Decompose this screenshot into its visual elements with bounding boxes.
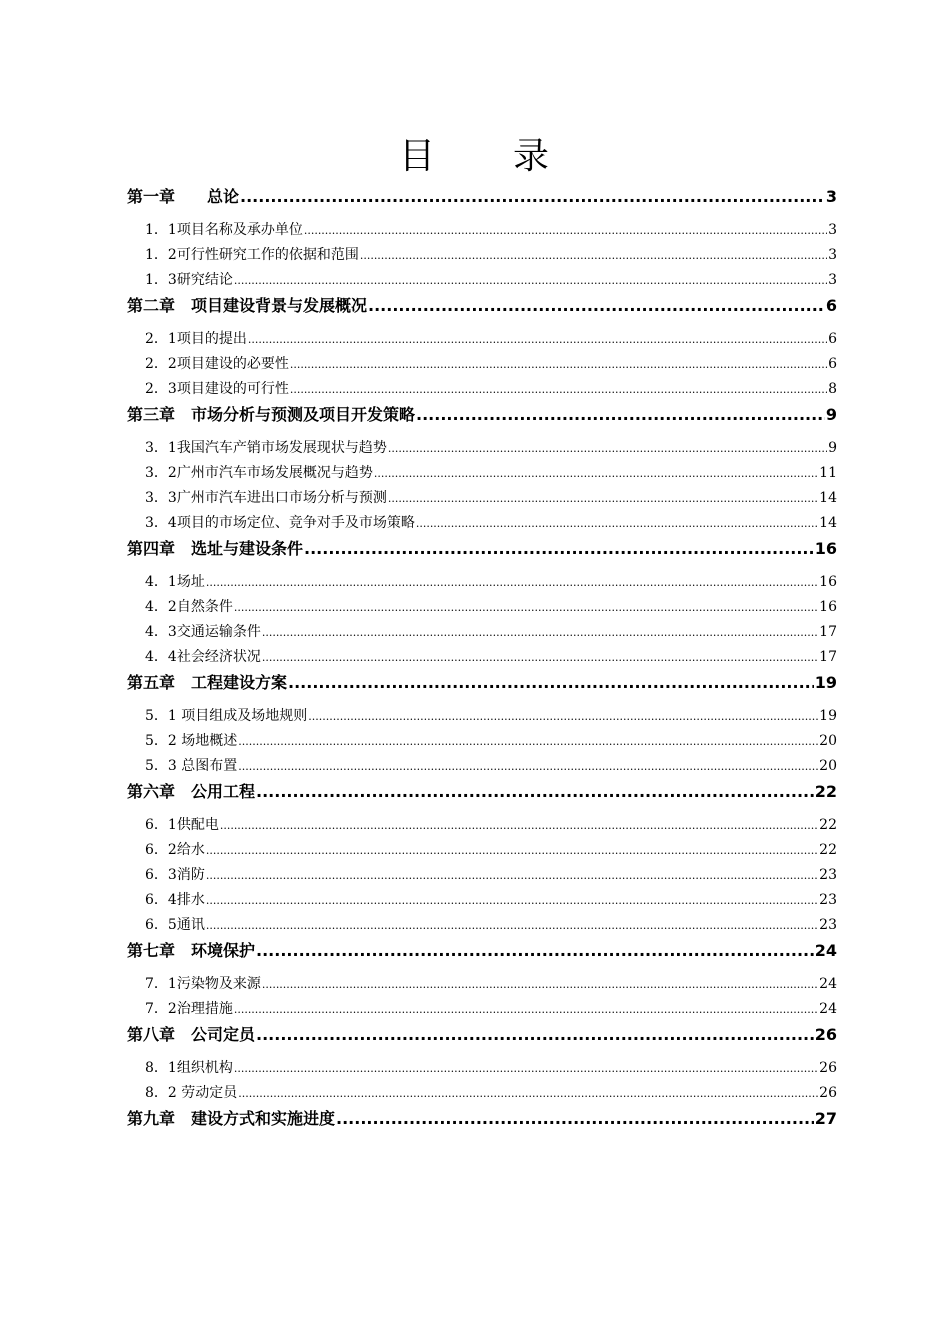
dot-leader — [234, 998, 818, 1022]
toc-section-entry[interactable] — [127, 888, 837, 913]
dot-leader — [336, 1106, 814, 1132]
section-title: 3．2广州市汽车市场发展概况与趋势 — [145, 465, 373, 481]
section-title: 5．2 场地概述 — [145, 733, 238, 749]
section-page-number: 23 — [819, 892, 837, 908]
chapter-page-number: 24 — [814, 941, 837, 960]
section-title: 6．5通讯 — [145, 917, 205, 933]
chapter-title: 第二章 项目建设背景与发展概况 — [127, 296, 368, 315]
section-page-number: 6 — [828, 331, 837, 347]
chapter-title: 第九章 建设方式和实施进度 — [127, 1109, 336, 1128]
section-title: 7．2治理措施 — [145, 1001, 233, 1017]
dot-leader — [308, 705, 818, 729]
dot-leader — [234, 596, 818, 620]
toc-section-entry[interactable] — [127, 1081, 837, 1106]
dot-leader — [206, 889, 818, 913]
dot-leader — [206, 571, 818, 595]
section-title: 6．1供配电 — [145, 817, 219, 833]
toc-chapter-entry[interactable] — [127, 402, 837, 436]
section-page-number: 20 — [819, 758, 837, 774]
section-title: 6．4排水 — [145, 892, 205, 908]
dot-leader — [290, 378, 827, 402]
section-page-number: 16 — [819, 599, 837, 615]
dot-leader — [262, 646, 818, 670]
dot-leader — [290, 353, 827, 377]
section-page-number: 17 — [819, 649, 837, 665]
section-page-number: 23 — [819, 867, 837, 883]
section-title: 2．1项目的提出 — [145, 331, 247, 347]
section-title: 3．1我国汽车产销市场发展现状与趋势 — [145, 440, 387, 456]
section-title: 1．1项目名称及承办单位 — [145, 222, 303, 238]
section-page-number: 9 — [828, 440, 837, 456]
toc-chapter-entry[interactable] — [127, 1022, 837, 1056]
section-page-number: 26 — [819, 1060, 837, 1076]
chapter-title: 第四章 选址与建设条件 — [127, 539, 304, 558]
toc-section-entry[interactable] — [127, 570, 837, 595]
section-title: 3．4项目的市场定位、竞争对手及市场策略 — [145, 515, 415, 531]
chapter-page-number: 16 — [814, 539, 837, 558]
toc-section-entry[interactable] — [127, 486, 837, 511]
toc-section-entry[interactable] — [127, 813, 837, 838]
chapter-title: 第五章 工程建设方案 — [127, 673, 288, 692]
chapter-title: 第七章 环境保护 — [127, 941, 256, 960]
section-title: 4．4社会经济状况 — [145, 649, 261, 665]
section-title: 4．3交通运输条件 — [145, 624, 261, 640]
dot-leader — [238, 730, 818, 754]
dot-leader — [288, 670, 814, 696]
chapter-page-number: 3 — [825, 187, 837, 206]
dot-leader — [206, 864, 818, 888]
section-title: 1．3研究结论 — [145, 272, 233, 288]
toc-chapter-entry[interactable] — [127, 184, 837, 218]
toc-chapter-entry[interactable] — [127, 293, 837, 327]
toc-section-entry[interactable] — [127, 511, 837, 536]
section-title: 2．2项目建设的必要性 — [145, 356, 289, 372]
toc-section-entry[interactable] — [127, 377, 837, 402]
toc-section-entry[interactable] — [127, 704, 837, 729]
section-page-number: 3 — [828, 222, 837, 238]
chapter-title: 第六章 公用工程 — [127, 782, 256, 801]
toc-section-entry[interactable] — [127, 1056, 837, 1081]
toc-section-entry[interactable] — [127, 436, 837, 461]
dot-leader — [256, 938, 814, 964]
dot-leader — [304, 219, 827, 243]
dot-leader — [240, 184, 825, 210]
chapter-page-number: 27 — [814, 1109, 837, 1128]
section-title: 1．2可行性研究工作的依据和范围 — [145, 247, 359, 263]
dot-leader — [262, 621, 818, 645]
table-of-contents — [127, 184, 837, 1140]
dot-leader — [388, 437, 827, 461]
toc-section-entry[interactable] — [127, 913, 837, 938]
section-page-number: 26 — [819, 1085, 837, 1101]
section-title: 4．1场址 — [145, 574, 205, 590]
section-title: 8．2 劳动定员 — [145, 1085, 238, 1101]
dot-leader — [206, 914, 818, 938]
toc-section-entry[interactable] — [127, 972, 837, 997]
section-page-number: 6 — [828, 356, 837, 372]
section-page-number: 14 — [819, 515, 837, 531]
section-page-number: 24 — [819, 976, 837, 992]
toc-section-entry[interactable] — [127, 327, 837, 352]
dot-leader — [234, 1057, 818, 1081]
dot-leader — [262, 973, 818, 997]
dot-leader — [220, 814, 818, 838]
toc-chapter-entry[interactable] — [127, 1106, 837, 1140]
toc-chapter-entry[interactable] — [127, 779, 837, 813]
section-page-number: 19 — [819, 708, 837, 724]
section-page-number: 22 — [819, 817, 837, 833]
section-page-number: 11 — [819, 465, 837, 481]
dot-leader — [238, 755, 818, 779]
section-page-number: 14 — [819, 490, 837, 506]
chapter-title: 第一章 总论 — [127, 187, 240, 206]
section-title: 6．3消防 — [145, 867, 205, 883]
chapter-page-number: 19 — [814, 673, 837, 692]
toc-chapter-entry[interactable] — [127, 670, 837, 704]
dot-leader — [416, 512, 818, 536]
toc-section-entry[interactable] — [127, 997, 837, 1022]
section-title: 7．1污染物及来源 — [145, 976, 261, 992]
section-page-number: 24 — [819, 1001, 837, 1017]
dot-leader — [374, 462, 818, 486]
dot-leader — [416, 402, 825, 428]
dot-leader — [238, 1082, 818, 1106]
chapter-page-number: 9 — [825, 405, 837, 424]
dot-leader — [206, 839, 818, 863]
chapter-title: 第八章 公司定员 — [127, 1025, 256, 1044]
toc-section-entry[interactable] — [127, 352, 837, 377]
section-title: 5．1 项目组成及场地规则 — [145, 708, 308, 724]
toc-chapter-entry[interactable] — [127, 938, 837, 972]
chapter-page-number: 6 — [825, 296, 837, 315]
toc-section-entry[interactable] — [127, 645, 837, 670]
section-page-number: 23 — [819, 917, 837, 933]
toc-section-entry[interactable] — [127, 461, 837, 486]
chapter-page-number: 22 — [814, 782, 837, 801]
chapter-title: 第三章 市场分析与预测及项目开发策略 — [127, 405, 416, 424]
toc-section-entry[interactable] — [127, 218, 837, 243]
toc-section-entry[interactable] — [127, 268, 837, 293]
dot-leader — [304, 536, 814, 562]
toc-section-entry[interactable] — [127, 243, 837, 268]
dot-leader — [248, 328, 827, 352]
chapter-page-number: 26 — [814, 1025, 837, 1044]
section-title: 5．3 总图布置 — [145, 758, 238, 774]
dot-leader — [368, 293, 825, 319]
toc-title: 目 录 — [398, 136, 551, 177]
section-page-number: 16 — [819, 574, 837, 590]
section-title: 2．3项目建设的可行性 — [145, 381, 289, 397]
toc-section-entry[interactable] — [127, 838, 837, 863]
toc-chapter-entry[interactable] — [127, 536, 837, 570]
dot-leader — [256, 1022, 814, 1048]
section-page-number: 3 — [828, 247, 837, 263]
dot-leader — [388, 487, 818, 511]
toc-section-entry[interactable] — [127, 595, 837, 620]
section-page-number: 3 — [828, 272, 837, 288]
section-page-number: 22 — [819, 842, 837, 858]
section-title: 3．3广州市汽车进出口市场分析与预测 — [145, 490, 387, 506]
section-title: 4．2自然条件 — [145, 599, 233, 615]
section-page-number: 20 — [819, 733, 837, 749]
dot-leader — [360, 244, 827, 268]
section-title: 8．1组织机构 — [145, 1060, 233, 1076]
toc-section-entry[interactable] — [127, 863, 837, 888]
section-title: 6．2给水 — [145, 842, 205, 858]
section-page-number: 8 — [828, 381, 837, 397]
dot-leader — [256, 779, 814, 805]
toc-section-entry[interactable] — [127, 754, 837, 779]
toc-section-entry[interactable] — [127, 620, 837, 645]
section-page-number: 17 — [819, 624, 837, 640]
dot-leader — [234, 269, 827, 293]
toc-section-entry[interactable] — [127, 729, 837, 754]
